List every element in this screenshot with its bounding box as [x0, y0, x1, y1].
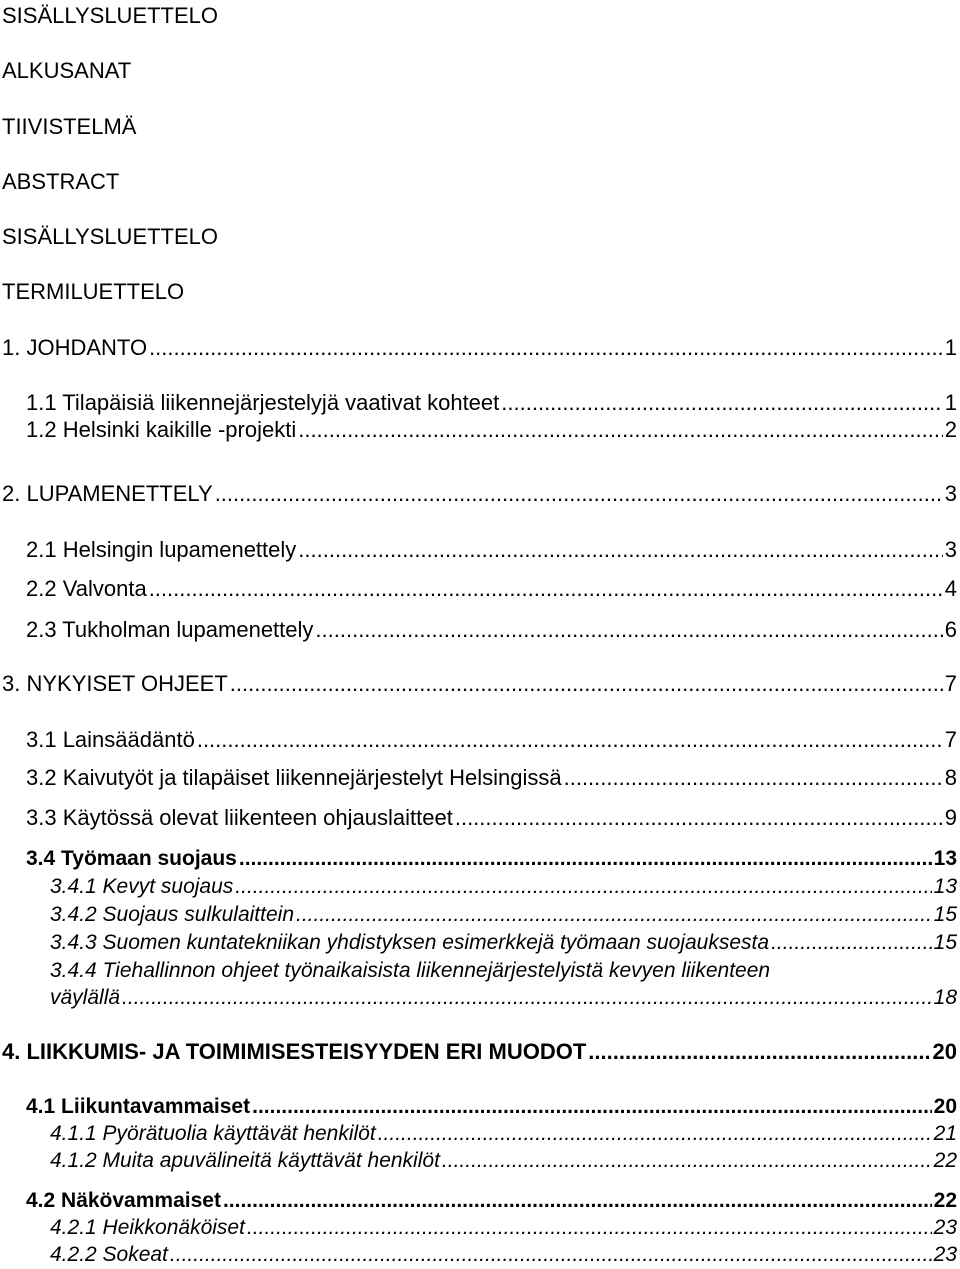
- toc-entry-4-1-2[interactable]: [50, 1147, 957, 1175]
- toc-entry-label: 2. LUPAMENETTELY: [2, 481, 213, 506]
- toc-entry-3-4[interactable]: [26, 845, 957, 873]
- toc-entry-label: 4.1.1 Pyörätuolia käyttävät henkilöt: [50, 1122, 376, 1145]
- toc-entry-label: 3.4.3 Suomen kuntatekniikan yhdistyksen esimerkkejä työmaan suojauksesta: [50, 931, 770, 954]
- front-matter-alkusanat: ALKUSANAT: [2, 58, 132, 83]
- toc-entry-label: 4.1 Liikuntavammaiset: [26, 1095, 251, 1118]
- toc-entry-page: 4: [944, 576, 957, 601]
- toc-entry-page: 7: [944, 671, 957, 696]
- toc-entry-label: 4.1.2 Muita apuvälineitä käyttävät henkilöt: [50, 1149, 440, 1172]
- leader-dots: [298, 536, 942, 564]
- toc-entry-4-1-1[interactable]: [50, 1120, 957, 1148]
- toc-entry-page: 3: [944, 537, 957, 562]
- toc-entry-page: 15: [933, 903, 957, 926]
- toc-entry-label: 4.2.1 Heikkonäköiset: [50, 1216, 245, 1239]
- toc-entry-label: 2.2 Valvonta: [26, 576, 147, 601]
- toc-entry-1-2[interactable]: [26, 416, 957, 444]
- leader-dots: [149, 575, 943, 603]
- toc-entry-label: 1.1 Tilapäisiä liikennejärjestelyjä vaativat kohteet: [26, 390, 500, 415]
- leader-dots: [378, 1120, 932, 1148]
- toc-entry-2-1[interactable]: [26, 536, 957, 564]
- toc-entry-page: 6: [944, 617, 957, 642]
- toc-entry-label: 3.1 Lainsäädäntö: [26, 727, 195, 752]
- toc-entry-page: 9: [944, 805, 957, 830]
- leader-dots: [298, 416, 943, 444]
- leader-dots: [588, 1038, 930, 1066]
- toc-entry-3-4-3[interactable]: [50, 929, 957, 957]
- toc-entry-4-2[interactable]: [26, 1187, 957, 1215]
- leader-dots: [564, 764, 943, 792]
- toc-entry-label: 4. LIIKKUMIS- JA TOIMIMISESTEISYYDEN ERI MUODOT: [2, 1039, 587, 1064]
- front-matter-tiivistelma: TIIVISTELMÄ: [2, 114, 137, 139]
- toc-entry-page: 22: [933, 1189, 957, 1212]
- toc-entry-page: 1: [944, 335, 957, 360]
- toc-entry-label: 2.3 Tukholman lupamenettely: [26, 617, 314, 642]
- toc-entry-page: 3: [944, 481, 957, 506]
- leader-dots: [223, 1187, 932, 1215]
- leader-dots: [230, 670, 943, 698]
- toc-entry-3-4-1[interactable]: [50, 873, 957, 901]
- leader-dots: [455, 804, 943, 832]
- toc-entry-page: 7: [944, 727, 957, 752]
- leader-dots: [170, 1241, 932, 1269]
- toc-entry-label: 4.2 Näkövammaiset: [26, 1189, 221, 1212]
- toc-entry-2-2[interactable]: [26, 575, 957, 603]
- toc-entry-page: 1: [944, 390, 957, 415]
- toc-entry-chapter-2[interactable]: [2, 480, 957, 508]
- toc-entry-3-4-4[interactable]: [50, 984, 957, 1012]
- leader-dots: [122, 984, 932, 1012]
- toc-entry-page: 22: [933, 1149, 957, 1172]
- toc-entry-page: 13: [933, 847, 957, 870]
- toc-entry-page: 2: [944, 417, 957, 442]
- leader-dots: [252, 1093, 932, 1121]
- toc-entry-4-2-1[interactable]: [50, 1214, 957, 1242]
- toc-entry-page: 13: [933, 875, 957, 898]
- front-matter-abstract: ABSTRACT: [2, 169, 120, 194]
- leader-dots: [442, 1147, 932, 1175]
- toc-entry-label: 3. NYKYISET OHJEET: [2, 671, 228, 696]
- toc-entry-page: 23: [933, 1243, 957, 1266]
- toc-entry-label: 3.4 Työmaan suojaus: [26, 847, 237, 870]
- leader-dots: [215, 480, 943, 508]
- toc-entry-chapter-3[interactable]: [2, 670, 957, 698]
- leader-dots: [239, 845, 932, 873]
- toc-entry-label: 3.4.1 Kevyt suojaus: [50, 875, 234, 898]
- leader-dots: [315, 616, 942, 644]
- leader-dots: [501, 389, 942, 417]
- toc-entry-3-2[interactable]: [26, 764, 957, 792]
- toc-entry-label: 3.3 Käytössä olevat liikenteen ohjauslaitteet: [26, 805, 453, 830]
- toc-entry-page: 8: [944, 765, 957, 790]
- toc-entry-label: väylällä: [50, 986, 121, 1009]
- toc-entry-page: 20: [932, 1039, 957, 1064]
- toc-entry-page: 15: [933, 931, 957, 954]
- toc-entry-page: 23: [933, 1216, 957, 1239]
- toc-entry-3-1[interactable]: [26, 726, 957, 754]
- toc-entry-label: 3.4.2 Suojaus sulkulaittein: [50, 903, 294, 926]
- leader-dots: [771, 929, 932, 957]
- toc-entry-3-3[interactable]: [26, 804, 957, 832]
- toc-entry-label: 2.1 Helsingin lupamenettely: [26, 537, 297, 562]
- toc-entry-3-4-2[interactable]: [50, 901, 957, 929]
- toc-entry-label: 3.2 Kaivutyöt ja tilapäiset liikennejärjestelyt Helsingissä: [26, 765, 562, 790]
- leader-dots: [296, 901, 932, 929]
- leader-dots: [247, 1214, 932, 1242]
- toc-heading: SISÄLLYSLUETTELO: [2, 3, 219, 28]
- toc-entry-1-1[interactable]: [26, 389, 957, 417]
- front-matter-sisallysluettelo: SISÄLLYSLUETTELO: [2, 224, 219, 249]
- toc-entry-label: 1.2 Helsinki kaikille -projekti: [26, 417, 297, 442]
- toc-entry-2-3[interactable]: [26, 616, 957, 644]
- toc-entry-chapter-1[interactable]: [2, 334, 957, 362]
- toc-entry-4-1[interactable]: [26, 1093, 957, 1121]
- front-matter-termiluettelo: TERMILUETTELO: [2, 279, 185, 304]
- toc-entry-4-2-2[interactable]: [50, 1241, 957, 1269]
- toc-entry-3-4-4-line1[interactable]: 3.4.4 Tiehallinnon ohjeet työnaikaisista liikennejärjestelyistä kevyen liikenteen: [50, 959, 771, 982]
- toc-entry-label: 1. JOHDANTO: [2, 335, 148, 360]
- leader-dots: [197, 726, 943, 754]
- toc-entry-chapter-4[interactable]: [2, 1038, 957, 1066]
- toc-entry-page: 18: [933, 986, 957, 1009]
- toc-entry-page: 20: [933, 1095, 957, 1118]
- toc-entry-label: 4.2.2 Sokeat: [50, 1243, 168, 1266]
- leader-dots: [149, 334, 943, 362]
- toc-entry-page: 21: [933, 1122, 957, 1145]
- leader-dots: [235, 873, 931, 901]
